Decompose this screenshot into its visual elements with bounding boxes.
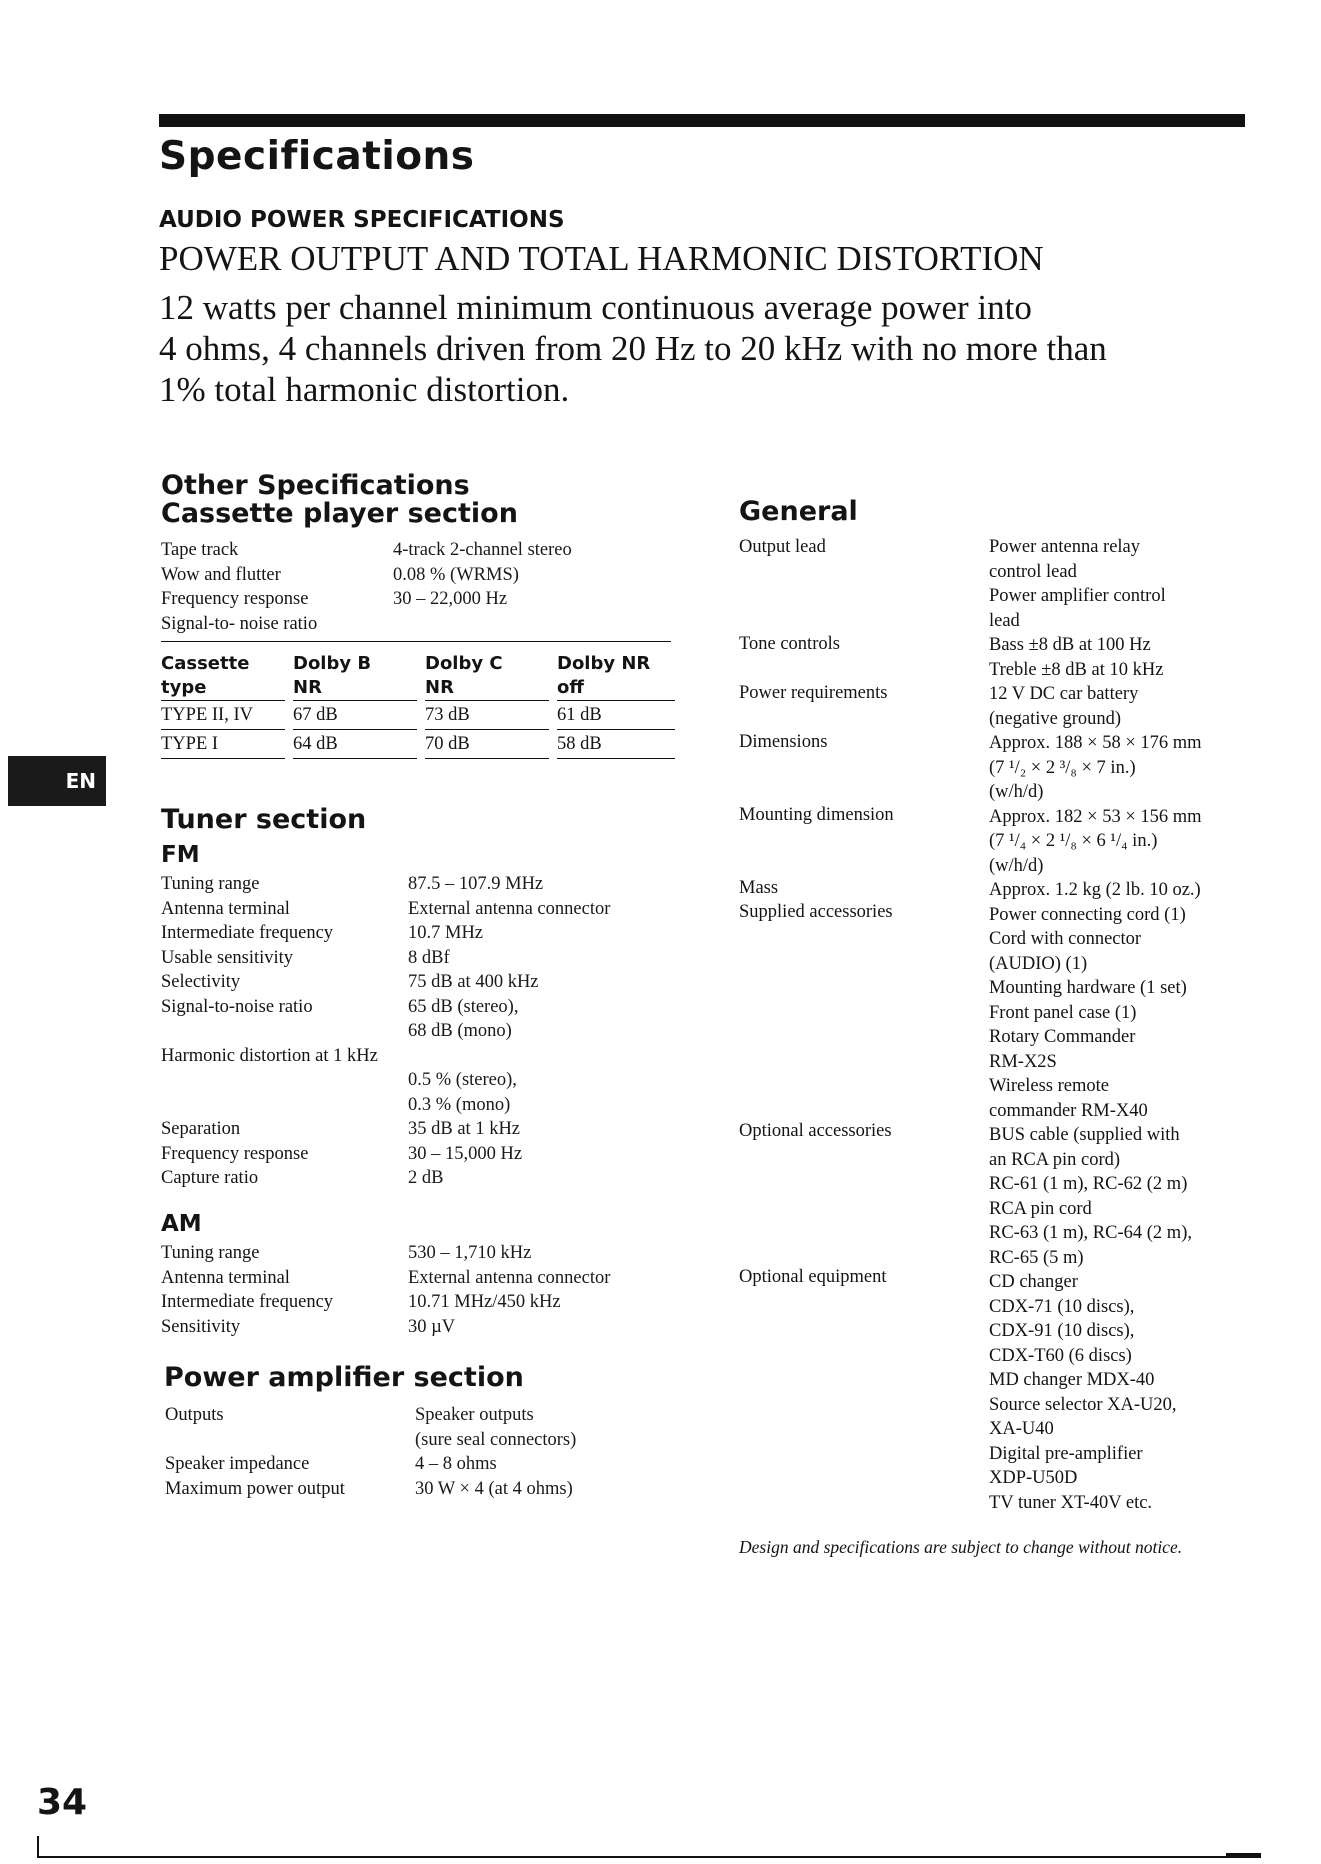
spec-value: External antenna connector	[408, 898, 611, 919]
general-value-line: Approx. 188 × 58 × 176 mm	[989, 733, 1202, 753]
fm-heading: FM	[161, 842, 200, 868]
general-values-column	[989, 535, 1202, 1515]
audio-power-heading: AUDIO POWER SPECIFICATIONS	[159, 207, 565, 233]
spec-row	[165, 1452, 685, 1477]
general-value-line: Front panel case (1)	[989, 1002, 1137, 1023]
spec-row	[161, 1166, 681, 1191]
table-header-row	[161, 652, 675, 701]
general-value-line: (7 ¹/₄ × 2 ¹/₈ × 6 ¹/₄ in.)	[989, 831, 1158, 851]
audio-line-2: 12 watts per channel minimum continuous average power into	[159, 288, 1032, 327]
spec-row	[161, 1044, 681, 1069]
general-value-line: Approx. 182 × 53 × 156 mm	[989, 806, 1202, 827]
spec-row	[161, 563, 681, 588]
general-value-line: RC-63 (1 m), RC-64 (2 m),	[989, 1223, 1192, 1243]
spec-value: 30 – 15,000 Hz	[408, 1143, 523, 1164]
general-label-output-lead: Output lead	[739, 537, 826, 557]
spec-label: Usable sensitivity	[161, 947, 294, 968]
audio-line-3: 4 ohms, 4 channels driven from 20 Hz to 20 kHz with no more than	[159, 329, 1107, 368]
table-header-cell	[425, 652, 557, 701]
general-value-line: 12 V DC car battery	[989, 684, 1139, 704]
other-specifications-heading: Other Specifications	[161, 470, 470, 501]
spec-value: 30 – 22,000 Hz	[393, 589, 508, 609]
general-value-line: Cord with connector	[989, 929, 1142, 949]
cell-text: TYPE II, IV	[161, 701, 285, 730]
general-value-line: Power connecting cord (1)	[989, 904, 1186, 925]
fm-spec-list	[161, 872, 681, 1191]
spec-label: Sensitivity	[161, 1316, 241, 1337]
spec-label: Tuning range	[161, 1243, 260, 1263]
power-amp-spec-list	[165, 1403, 685, 1501]
spec-row	[161, 538, 681, 563]
general-value-line: (w/h/d)	[989, 782, 1044, 802]
am-spec-list	[161, 1241, 681, 1339]
spec-label: Signal-to-noise ratio	[161, 996, 313, 1017]
spec-row	[161, 587, 681, 612]
page-title: Specifications	[159, 134, 475, 179]
cell-text: 70 dB	[425, 730, 549, 759]
spec-label: Signal-to- noise ratio	[161, 613, 318, 634]
spec-label: Maximum power output	[165, 1478, 345, 1499]
spec-row	[161, 946, 681, 971]
table-cell	[425, 701, 557, 730]
general-label-supplied-accessories: Supplied accessories	[739, 902, 893, 922]
spec-value: 75 dB at 400 kHz	[408, 972, 539, 992]
spec-value: (sure seal connectors)	[415, 1429, 577, 1450]
spec-label: Frequency response	[161, 1143, 309, 1164]
spec-row	[161, 1241, 681, 1266]
header-line: type	[161, 676, 285, 701]
cell-text: 67 dB	[293, 701, 417, 730]
spec-value: 10.7 MHz	[408, 923, 484, 943]
audio-line-1: POWER OUTPUT AND TOTAL HARMONIC DISTORTION	[159, 239, 1044, 278]
spec-label: Outputs	[165, 1405, 224, 1425]
top-rule	[159, 114, 1245, 127]
table-cell	[161, 701, 293, 730]
general-value-line: CDX-71 (10 discs),	[989, 1296, 1135, 1317]
general-value-line: RCA pin cord	[989, 1198, 1092, 1219]
general-value-line: Wireless remote	[989, 1076, 1109, 1096]
page-number: 34	[37, 1782, 88, 1823]
am-heading: AM	[161, 1211, 202, 1237]
general-label-dimensions: Dimensions	[739, 732, 828, 752]
cell-text: TYPE I	[161, 730, 285, 759]
general-value-line: RC-65 (5 m)	[989, 1247, 1084, 1268]
general-value-line: Rotary Commander	[989, 1027, 1136, 1047]
tuner-section-heading: Tuner section	[161, 804, 367, 835]
general-value-line: XDP-U50D	[989, 1468, 1078, 1488]
spec-row	[161, 1019, 681, 1044]
general-value-line: an RCA pin cord)	[989, 1149, 1121, 1170]
general-value-line: CD changer	[989, 1272, 1078, 1292]
table-header-cell	[557, 652, 675, 701]
general-value-line: MD changer MDX-40	[989, 1370, 1155, 1390]
table-cell	[293, 730, 425, 759]
table-row	[161, 730, 675, 759]
general-value-line: Digital pre-amplifier	[989, 1443, 1143, 1464]
general-value-line: lead	[989, 610, 1020, 631]
spec-label: Speaker impedance	[165, 1454, 310, 1474]
spec-row	[161, 1093, 681, 1118]
general-value-line: CDX-91 (10 discs),	[989, 1321, 1135, 1341]
spec-row	[165, 1428, 685, 1453]
general-value-line: control lead	[989, 561, 1077, 582]
general-value-line: Power antenna relay	[989, 537, 1141, 557]
spec-label: Antenna terminal	[161, 1267, 290, 1288]
spec-value: 4 – 8 ohms	[415, 1454, 497, 1474]
cassette-spec-list	[161, 538, 681, 636]
table-cell	[557, 730, 675, 759]
general-value-line: RM-X2S	[989, 1051, 1057, 1072]
general-value-line: Approx. 1.2 kg (2 lb. 10 oz.)	[989, 880, 1201, 900]
spec-row	[165, 1403, 685, 1428]
spec-value: 2 dB	[408, 1168, 444, 1188]
spec-value: 10.71 MHz/450 kHz	[408, 1292, 561, 1312]
header-line: off	[557, 676, 675, 701]
spec-label: Wow and flutter	[161, 564, 281, 585]
header-line: NR	[293, 676, 417, 701]
spec-value: 30 W × 4 (at 4 ohms)	[415, 1478, 573, 1499]
header-line: Dolby C	[425, 653, 503, 674]
spec-value: 30 µV	[408, 1316, 456, 1337]
general-value-line: Power amplifier control	[989, 586, 1166, 606]
spec-value: 530 – 1,710 kHz	[408, 1243, 532, 1263]
spec-row	[165, 1477, 685, 1502]
general-value-line: Source selector XA-U20,	[989, 1394, 1177, 1415]
table-header-cell	[293, 652, 425, 701]
cell-text: 58 dB	[557, 730, 675, 759]
general-label-power-requirements: Power requirements	[739, 683, 888, 703]
snr-table-top-rule	[161, 641, 671, 642]
spec-row	[161, 1068, 681, 1093]
general-value-line: (7 ¹/₂ × 2 ³/₈ × 7 in.)	[989, 757, 1136, 778]
spec-row	[161, 612, 681, 637]
spec-value: 35 dB at 1 kHz	[408, 1119, 521, 1139]
spec-row	[161, 995, 681, 1020]
spec-row	[161, 921, 681, 946]
table-cell	[425, 730, 557, 759]
table-row	[161, 701, 675, 730]
spec-value: 0.08 % (WRMS)	[393, 564, 519, 585]
spec-label: Separation	[161, 1119, 241, 1139]
header-line: Dolby B	[293, 653, 372, 674]
general-value-line: CDX-T60 (6 discs)	[989, 1345, 1132, 1366]
general-label-mounting-dimension: Mounting dimension	[739, 805, 894, 825]
spec-label: Intermediate frequency	[161, 1292, 334, 1312]
cell-text: 73 dB	[425, 701, 549, 730]
spec-value: Speaker outputs	[415, 1405, 534, 1425]
cell-text: 61 dB	[557, 701, 675, 730]
spec-row	[161, 1117, 681, 1142]
spec-value: 8 dBf	[408, 947, 450, 968]
spec-row	[161, 1290, 681, 1315]
spec-label: Harmonic distortion at 1 kHz	[161, 1045, 378, 1066]
language-tab: EN	[8, 756, 106, 806]
general-value-line: (AUDIO) (1)	[989, 953, 1088, 974]
general-value-line: commander RM-X40	[989, 1100, 1148, 1121]
spec-row	[161, 1266, 681, 1291]
general-value-line: Mounting hardware (1 set)	[989, 978, 1187, 998]
cell-text: 64 dB	[293, 730, 417, 759]
general-value-line: Bass ±8 dB at 100 Hz	[989, 635, 1151, 655]
general-heading: General	[739, 496, 858, 527]
header-line: Dolby NR	[557, 653, 651, 674]
spec-row	[161, 970, 681, 995]
general-value-line: RC-61 (1 m), RC-62 (2 m)	[989, 1174, 1188, 1194]
general-value-line: (w/h/d)	[989, 855, 1044, 876]
spec-row	[161, 872, 681, 897]
general-label-mass: Mass	[739, 878, 779, 898]
table-header-cell	[161, 652, 293, 701]
bottom-rule	[37, 1856, 1261, 1858]
spec-value: 65 dB (stereo),	[408, 996, 519, 1017]
spec-label: Capture ratio	[161, 1168, 259, 1188]
general-value-line: TV tuner XT-40V etc.	[989, 1492, 1153, 1513]
spec-value: 68 dB (mono)	[408, 1021, 512, 1041]
general-label-tone-controls: Tone controls	[739, 634, 840, 654]
spec-label: Tape track	[161, 540, 239, 560]
spec-label: Selectivity	[161, 972, 241, 992]
general-label-optional-accessories: Optional accessories	[739, 1121, 892, 1141]
cassette-section-heading: Cassette player section	[161, 498, 518, 529]
spec-row	[161, 1142, 681, 1167]
spec-value: 4-track 2-channel stereo	[393, 540, 572, 560]
spec-value: 0.5 % (stereo),	[408, 1070, 517, 1090]
spec-label: Antenna terminal	[161, 898, 290, 919]
spec-value: 0.3 % (mono)	[408, 1094, 511, 1115]
spec-label: Frequency response	[161, 589, 309, 609]
general-value-line: (negative ground)	[989, 708, 1122, 729]
general-label-optional-equipment: Optional equipment	[739, 1267, 887, 1287]
spec-value: 87.5 – 107.9 MHz	[408, 874, 544, 894]
spec-row	[161, 897, 681, 922]
general-value-line: BUS cable (supplied with	[989, 1125, 1180, 1145]
header-line: Cassette	[161, 653, 250, 674]
table-cell	[557, 701, 675, 730]
spec-row	[161, 1315, 681, 1340]
header-line: NR	[425, 676, 549, 701]
signal-to-noise-table	[161, 652, 675, 759]
bottom-corner-tick	[37, 1836, 39, 1858]
table-cell	[293, 701, 425, 730]
specification-notice: Design and specifications are subject to change without notice.	[739, 1537, 1183, 1557]
spec-value: External antenna connector	[408, 1267, 611, 1288]
power-amplifier-heading: Power amplifier section	[164, 1362, 524, 1393]
spec-label: Tuning range	[161, 874, 260, 894]
bottom-rule-end	[1226, 1853, 1261, 1858]
general-value-line: XA-U40	[989, 1419, 1054, 1439]
table-cell	[161, 730, 293, 759]
general-value-line: Treble ±8 dB at 10 kHz	[989, 659, 1164, 680]
audio-line-4: 1% total harmonic distortion.	[159, 370, 570, 409]
spec-label: Intermediate frequency	[161, 923, 334, 943]
